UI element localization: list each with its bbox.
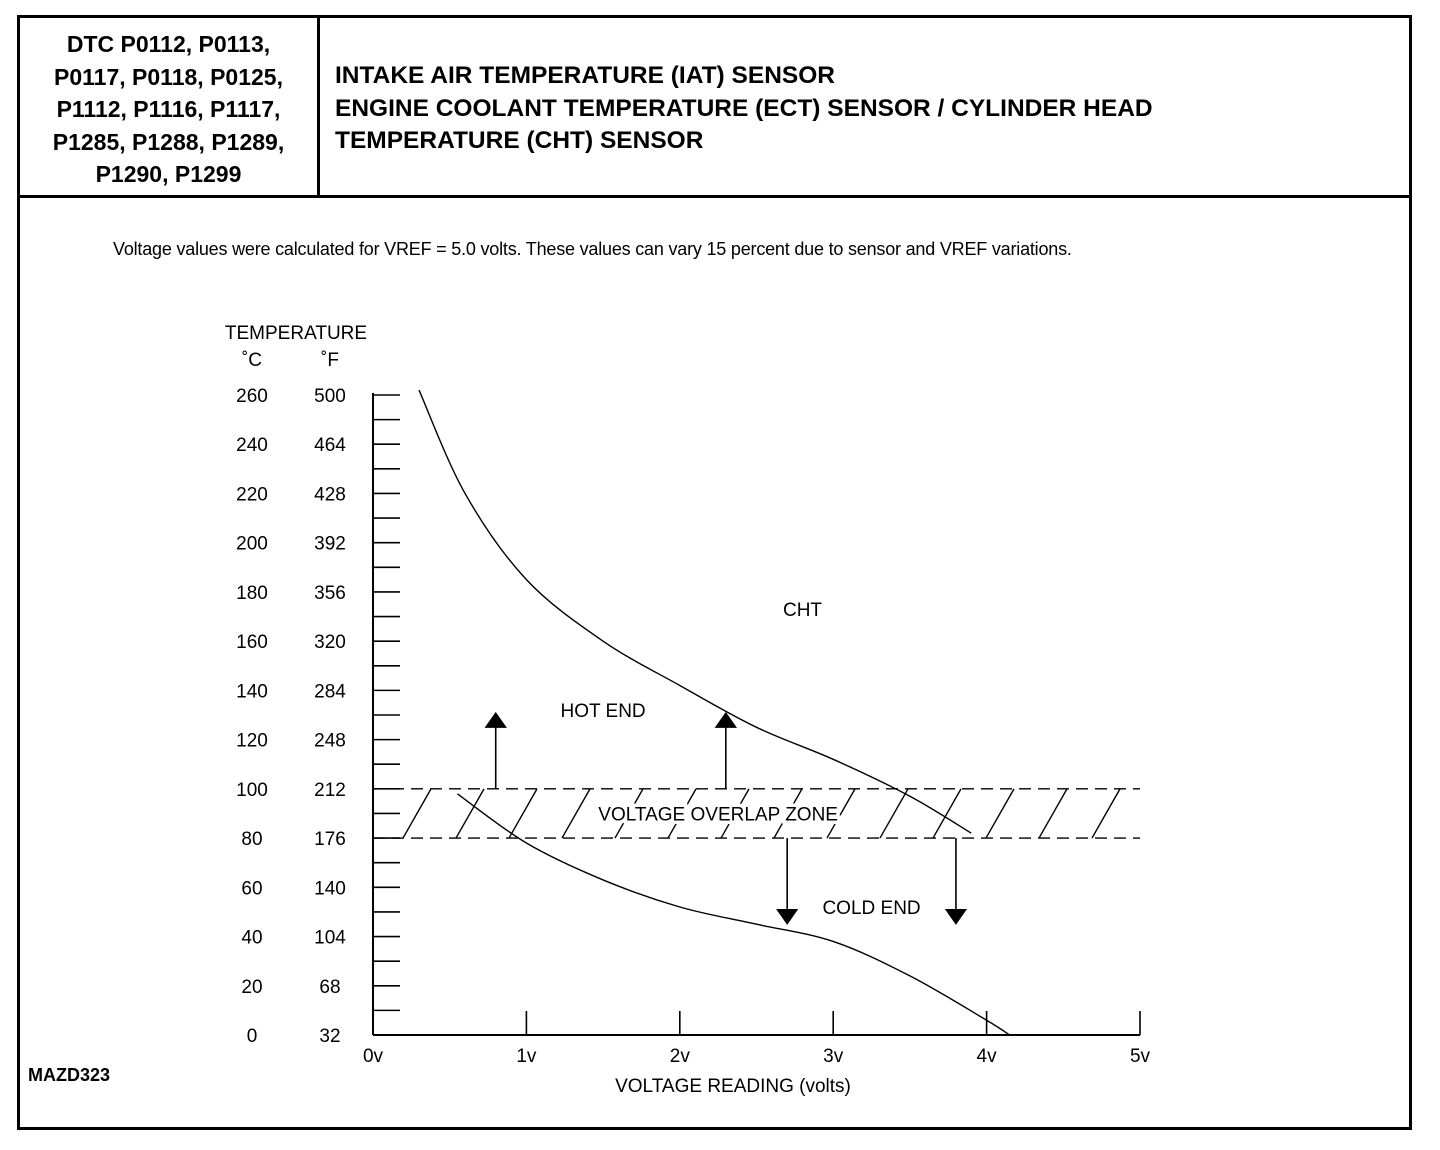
y-tick-label-c: 220: [236, 484, 268, 506]
y-tick-label-f: 320: [314, 632, 346, 654]
figure-code: MAZD323: [28, 1065, 111, 1085]
title-line: INTAKE AIR TEMPERATURE (IAT) SENSOR: [335, 62, 835, 89]
cold-end-curve: [457, 794, 1009, 1035]
y-tick-label-f: 392: [314, 533, 346, 555]
overlap-zone-hatch: [403, 789, 431, 838]
cht-label: CHT: [782, 600, 823, 622]
y-tick-label-f: 140: [314, 878, 346, 900]
overlap-zone-label: VOLTAGE OVERLAP ZONE: [598, 804, 838, 826]
dtc-code-line: DTC P0112, P0113,: [66, 31, 271, 57]
y-tick-label-c: 240: [236, 435, 268, 457]
y-tick-label-c: 120: [236, 730, 268, 752]
y-tick-label-c: 80: [241, 829, 263, 851]
x-axis-label: VOLTAGE READING (volts): [615, 1076, 851, 1097]
y-tick-label-f: 68: [319, 976, 341, 998]
y-tick-label-f: 104: [314, 927, 346, 949]
y-tick-label-c: 260: [236, 386, 268, 407]
y-tick-label-f: 176: [314, 829, 346, 851]
x-tick-label: 5v: [1129, 1046, 1151, 1067]
y-tick-label-f: 428: [314, 484, 346, 506]
dtc-code-line: P1290, P1299: [95, 161, 242, 187]
y-tick-label-c: 160: [236, 632, 268, 654]
x-tick-label: 0v: [362, 1046, 384, 1067]
overlap-zone-hatch: [509, 789, 537, 838]
x-tick-label: 2v: [669, 1046, 690, 1067]
y-tick-label-c: 0: [246, 1026, 258, 1047]
dtc-code-line: P0117, P0118, P0125,: [54, 63, 283, 90]
plot-area: [236, 386, 1150, 1067]
title-line: TEMPERATURE (CHT) SENSOR: [335, 127, 704, 154]
y-tick-label-c: 60: [241, 878, 263, 900]
y-tick-label-f: 32: [319, 1026, 341, 1047]
x-tick-label: 4v: [976, 1046, 997, 1067]
voltage-note: Voltage values were calculated for VREF = 5.0 volts. These values can vary 15 percent due to sensor and VREF variations.: [113, 239, 1072, 259]
overlap-zone-hatch: [880, 789, 908, 838]
y-axis-unit-f: ˚F: [321, 350, 339, 371]
hot-end-label: HOT END: [560, 701, 646, 723]
y-tick-label-c: 200: [236, 533, 268, 555]
overlap-zone-hatch: [1039, 789, 1067, 838]
y-tick-label-c: 100: [236, 779, 268, 801]
y-tick-label-f: 500: [314, 386, 346, 407]
hot-end-curve: [419, 390, 971, 833]
y-tick-label-c: 20: [241, 976, 263, 998]
dtc-code-line: P1112, P1116, P1117,: [56, 96, 281, 122]
x-tick-label: 3v: [823, 1046, 844, 1067]
y-tick-label-f: 284: [314, 681, 346, 703]
y-tick-label-f: 356: [314, 582, 346, 604]
dtc-code-line: P1285, P1288, P1289,: [52, 128, 285, 155]
cold-end-label: COLD END: [822, 898, 921, 919]
y-tick-label-c: 180: [236, 582, 268, 604]
y-tick-label-c: 40: [241, 927, 263, 949]
overlap-zone-hatch: [933, 789, 961, 838]
title-line: ENGINE COOLANT TEMPERATURE (ECT) SENSOR / CYLINDER HEAD: [335, 94, 1153, 122]
overlap-zone-hatch: [986, 789, 1014, 838]
y-tick-label-f: 464: [314, 435, 346, 457]
overlap-zone-hatch: [562, 789, 590, 838]
y-axis-unit-c: ˚C: [241, 350, 263, 371]
x-tick-label: 1v: [516, 1046, 537, 1067]
overlap-zone-hatch: [1092, 789, 1120, 838]
y-tick-label-c: 140: [236, 681, 268, 703]
y-tick-label-f: 248: [314, 730, 346, 752]
y-axis-label: TEMPERATURE: [224, 323, 368, 344]
y-tick-label-f: 212: [314, 779, 346, 801]
